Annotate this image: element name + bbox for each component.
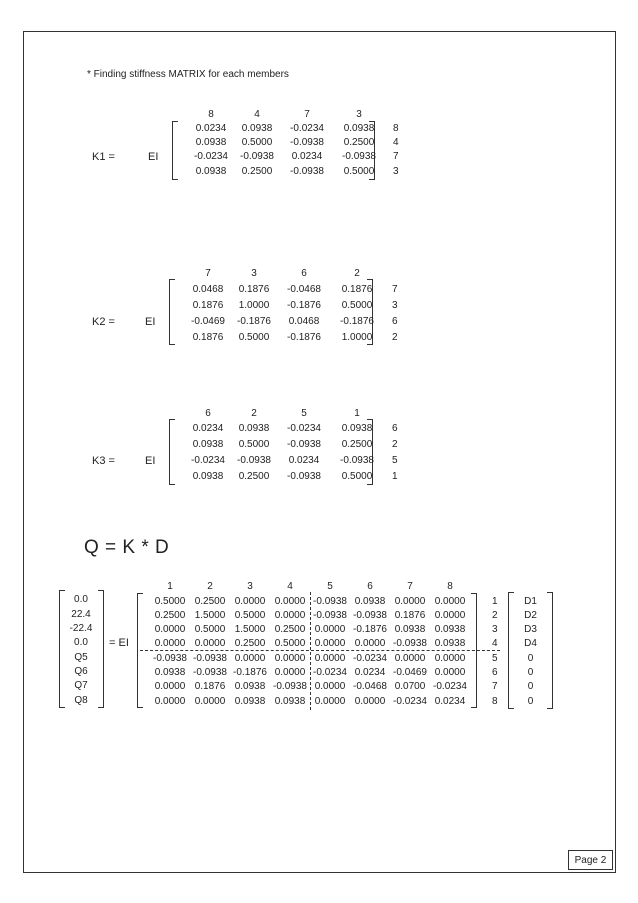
matrix-row bbox=[185, 332, 383, 343]
matrix-cell: 0.0234 bbox=[288, 455, 320, 466]
d-vector-cell: D3 bbox=[524, 624, 537, 635]
matrix-cell: 0.1876 bbox=[341, 284, 373, 295]
d-vector-cell: 0 bbox=[527, 667, 534, 678]
row-index: 7 bbox=[392, 284, 398, 295]
column-header: 7 bbox=[407, 581, 413, 592]
matrix-row bbox=[185, 316, 383, 327]
matrix-row bbox=[185, 439, 383, 450]
q-vector-cell: 22.4 bbox=[71, 609, 91, 620]
matrix-cell: 0.0938 bbox=[241, 123, 273, 134]
matrix-cell: 0.0000 bbox=[234, 653, 266, 664]
matrix-cell: 0.0234 bbox=[434, 696, 466, 707]
matrix-cell: 0.0938 bbox=[434, 624, 466, 635]
row-index: 8 bbox=[393, 123, 399, 134]
matrix-row bbox=[188, 137, 384, 148]
d-vector-cell: 0 bbox=[527, 653, 534, 664]
column-header: 5 bbox=[327, 581, 333, 592]
matrix-cell: 0.0000 bbox=[234, 596, 266, 607]
column-header: 6 bbox=[367, 581, 373, 592]
matrix-row bbox=[185, 300, 383, 311]
partition-line-horizontal bbox=[140, 650, 500, 651]
matrix-cell: -0.0234 bbox=[290, 123, 324, 134]
matrix-cell: 0.0938 bbox=[343, 123, 375, 134]
page-number: Page 2 bbox=[568, 850, 613, 870]
matrix-row bbox=[185, 455, 383, 466]
row-index: 6 bbox=[392, 316, 398, 327]
matrix-cell: 0.0000 bbox=[274, 610, 306, 621]
matrix-cell: 1.0000 bbox=[238, 300, 270, 311]
q-vector-cell: Q5 bbox=[74, 652, 88, 663]
matrix-cell: -0.1876 bbox=[287, 300, 321, 311]
column-headers bbox=[150, 581, 470, 592]
matrix-cell: 0.2500 bbox=[238, 471, 270, 482]
matrix-row bbox=[188, 123, 384, 134]
matrix-cell: 0.0000 bbox=[394, 596, 426, 607]
column-header: 3 bbox=[247, 581, 253, 592]
matrix-cell: -0.1876 bbox=[233, 667, 267, 678]
d-vector-cell: 0 bbox=[527, 681, 534, 692]
matrix-cell: 0.0000 bbox=[154, 696, 186, 707]
matrix-cell: -0.0938 bbox=[290, 166, 324, 177]
column-headers bbox=[188, 109, 384, 120]
matrix-cell: 0.0938 bbox=[195, 137, 227, 148]
matrix-name: K2 = bbox=[92, 316, 115, 328]
matrix-name: K1 = bbox=[92, 151, 115, 163]
matrix-cell: 0.5000 bbox=[343, 166, 375, 177]
matrix-cell: -0.0938 bbox=[393, 638, 427, 649]
left-bracket bbox=[172, 121, 178, 180]
row-index: 5 bbox=[392, 455, 398, 466]
row-index: 7 bbox=[492, 681, 498, 692]
matrix-cell: 0.0000 bbox=[274, 596, 306, 607]
matrix-cell: 0.0000 bbox=[354, 696, 386, 707]
matrix-cell: 0.0000 bbox=[434, 610, 466, 621]
matrix-cell: -0.0938 bbox=[342, 151, 376, 162]
matrix-cell: -0.0938 bbox=[353, 610, 387, 621]
row-index: 7 bbox=[393, 151, 399, 162]
matrix-cell: 0.5000 bbox=[341, 471, 373, 482]
matrix-cell: -0.0468 bbox=[353, 681, 387, 692]
matrix-cell: -0.0938 bbox=[313, 596, 347, 607]
d-vector-cell: 0 bbox=[527, 696, 534, 707]
matrix-cell: 0.0000 bbox=[314, 624, 346, 635]
matrix-cell: 0.0000 bbox=[314, 638, 346, 649]
matrix-cell: 0.5000 bbox=[238, 439, 270, 450]
matrix-cell: 0.0938 bbox=[154, 667, 186, 678]
matrix-cell: -0.0469 bbox=[191, 316, 225, 327]
row-index: 6 bbox=[392, 423, 398, 434]
matrix-cell: 0.0938 bbox=[192, 439, 224, 450]
column-header: 3 bbox=[251, 268, 257, 279]
row-index: 3 bbox=[392, 300, 398, 311]
matrix-name: K3 = bbox=[92, 455, 115, 467]
column-header: 5 bbox=[301, 408, 307, 419]
q-vector-cell: Q6 bbox=[74, 666, 88, 677]
matrix-cell: 0.0000 bbox=[194, 638, 226, 649]
matrix-cell: 0.1876 bbox=[238, 284, 270, 295]
left-bracket bbox=[169, 279, 175, 345]
row-index: 1 bbox=[492, 596, 498, 607]
matrix-cell: -0.1876 bbox=[353, 624, 387, 635]
matrix-cell: 0.0000 bbox=[274, 653, 306, 664]
matrix-cell: -0.0468 bbox=[287, 284, 321, 295]
matrix-cell: -0.0234 bbox=[393, 696, 427, 707]
column-header: 4 bbox=[287, 581, 293, 592]
column-header: 1 bbox=[354, 408, 360, 419]
matrix-cell: -0.0938 bbox=[193, 653, 227, 664]
matrix-cell: 0.5000 bbox=[238, 332, 270, 343]
matrix-cell: 0.5000 bbox=[274, 638, 306, 649]
column-header: 4 bbox=[254, 109, 260, 120]
matrix-cell: 1.5000 bbox=[194, 610, 226, 621]
column-header: 2 bbox=[251, 408, 257, 419]
matrix-cell: 0.0938 bbox=[354, 596, 386, 607]
column-header: 8 bbox=[208, 109, 214, 120]
matrix-row bbox=[185, 423, 383, 434]
matrix-cell: 1.5000 bbox=[234, 624, 266, 635]
matrix-cell: 0.2500 bbox=[343, 137, 375, 148]
matrix-cell: -0.0234 bbox=[313, 667, 347, 678]
column-header: 7 bbox=[205, 268, 211, 279]
matrix-cell: 0.0000 bbox=[154, 681, 186, 692]
ei-factor: EI bbox=[145, 316, 156, 328]
matrix-cell: -0.0938 bbox=[193, 667, 227, 678]
row-index: 6 bbox=[492, 667, 498, 678]
matrix-cell: 0.0700 bbox=[394, 681, 426, 692]
matrix-cell: 0.0000 bbox=[394, 653, 426, 664]
matrix-cell: 0.1876 bbox=[192, 300, 224, 311]
matrix-cell: -0.0938 bbox=[273, 681, 307, 692]
matrix-row bbox=[185, 471, 383, 482]
matrix-cell: 1.0000 bbox=[341, 332, 373, 343]
matrix-cell: 0.5000 bbox=[234, 610, 266, 621]
matrix-cell: 0.0938 bbox=[434, 638, 466, 649]
column-header: 6 bbox=[205, 408, 211, 419]
row-index: 2 bbox=[392, 332, 398, 343]
row-index: 4 bbox=[393, 137, 399, 148]
matrix-cell: -0.0234 bbox=[433, 681, 467, 692]
matrix-cell: -0.0234 bbox=[194, 151, 228, 162]
matrix-cell: 0.5000 bbox=[241, 137, 273, 148]
ei-factor: EI bbox=[148, 151, 159, 163]
matrix-cell: 0.0000 bbox=[434, 596, 466, 607]
matrix-cell: 0.0000 bbox=[314, 653, 346, 664]
row-index: 4 bbox=[492, 638, 498, 649]
matrix-cell: 0.1876 bbox=[192, 332, 224, 343]
matrix-cell: 0.0000 bbox=[314, 681, 346, 692]
q-vector-cell: 0.0 bbox=[74, 594, 88, 605]
row-index: 3 bbox=[492, 624, 498, 635]
matrix-cell: 0.0468 bbox=[192, 284, 224, 295]
row-index: 3 bbox=[393, 166, 399, 177]
matrix-cell: -0.0234 bbox=[191, 455, 225, 466]
matrix-cell: 0.0938 bbox=[341, 423, 373, 434]
matrix-cell: 0.2500 bbox=[154, 610, 186, 621]
matrix-cell: -0.0469 bbox=[393, 667, 427, 678]
column-headers bbox=[185, 268, 383, 279]
matrix-cell: 0.2500 bbox=[241, 166, 273, 177]
matrix-cell: -0.0234 bbox=[287, 423, 321, 434]
d-vector-cell: D2 bbox=[524, 610, 537, 621]
matrix-cell: 0.0000 bbox=[274, 667, 306, 678]
matrix-cell: -0.0938 bbox=[313, 610, 347, 621]
matrix-cell: 0.5000 bbox=[154, 596, 186, 607]
q-vector-cell: Q7 bbox=[74, 680, 88, 691]
matrix-row bbox=[188, 151, 384, 162]
matrix-cell: 0.0938 bbox=[234, 696, 266, 707]
d-vector-cell: D1 bbox=[524, 596, 537, 607]
column-headers bbox=[185, 408, 383, 419]
matrix-cell: 0.0938 bbox=[195, 166, 227, 177]
matrix-cell: 0.1876 bbox=[194, 681, 226, 692]
row-index: 2 bbox=[492, 610, 498, 621]
equation-title: Q = K * D bbox=[84, 537, 170, 558]
matrix-cell: 0.0000 bbox=[314, 696, 346, 707]
row-index: 5 bbox=[492, 653, 498, 664]
matrix-cell: 0.0234 bbox=[195, 123, 227, 134]
matrix-cell: 0.0468 bbox=[288, 316, 320, 327]
row-index: 8 bbox=[492, 696, 498, 707]
matrix-cell: 0.2500 bbox=[194, 596, 226, 607]
matrix-cell: 0.0938 bbox=[234, 681, 266, 692]
matrix-cell: -0.0938 bbox=[340, 455, 374, 466]
matrix-cell: 0.0000 bbox=[154, 624, 186, 635]
q-vector-cell: 0.0 bbox=[74, 637, 88, 648]
column-header: 2 bbox=[354, 268, 360, 279]
matrix-cell: 0.2500 bbox=[274, 624, 306, 635]
column-header: 1 bbox=[167, 581, 173, 592]
d-vector-cell: D4 bbox=[524, 638, 537, 649]
matrix-cell: 0.0234 bbox=[354, 667, 386, 678]
matrix-cell: -0.0234 bbox=[353, 653, 387, 664]
matrix-cell: -0.0938 bbox=[287, 439, 321, 450]
matrix-row bbox=[185, 284, 383, 295]
matrix-cell: -0.0938 bbox=[153, 653, 187, 664]
matrix-cell: 0.0938 bbox=[238, 423, 270, 434]
matrix-cell: 0.0938 bbox=[192, 471, 224, 482]
row-index: 2 bbox=[392, 439, 398, 450]
matrix-cell: 0.5000 bbox=[194, 624, 226, 635]
matrix-cell: 0.0938 bbox=[394, 624, 426, 635]
matrix-cell: 0.5000 bbox=[341, 300, 373, 311]
column-header: 6 bbox=[301, 268, 307, 279]
column-header: 7 bbox=[304, 109, 310, 120]
row-index: 1 bbox=[392, 471, 398, 482]
ei-factor: EI bbox=[145, 455, 156, 467]
matrix-cell: 0.2500 bbox=[341, 439, 373, 450]
matrix-cell: -0.0938 bbox=[237, 455, 271, 466]
q-vector-cell: -22.4 bbox=[69, 623, 93, 634]
matrix-cell: 0.0000 bbox=[354, 638, 386, 649]
equals-ei: = EI bbox=[109, 637, 129, 649]
left-bracket bbox=[169, 419, 175, 485]
matrix-cell: 0.0000 bbox=[194, 696, 226, 707]
partition-line-vertical bbox=[310, 592, 311, 710]
matrix-cell: 0.0234 bbox=[192, 423, 224, 434]
matrix-cell: -0.1876 bbox=[340, 316, 374, 327]
matrix-cell: 0.0000 bbox=[434, 667, 466, 678]
matrix-cell: 0.0000 bbox=[154, 638, 186, 649]
matrix-row bbox=[188, 166, 384, 177]
matrix-cell: -0.0938 bbox=[290, 137, 324, 148]
matrix-cell: -0.1876 bbox=[287, 332, 321, 343]
column-header: 2 bbox=[207, 581, 213, 592]
column-header: 3 bbox=[356, 109, 362, 120]
q-right-bracket bbox=[98, 590, 104, 708]
matrix-cell: 0.0234 bbox=[291, 151, 323, 162]
matrix-cell: 0.1876 bbox=[394, 610, 426, 621]
matrix-cell: 0.0000 bbox=[434, 653, 466, 664]
matrix-cell: -0.0938 bbox=[240, 151, 274, 162]
matrix-cell: 0.2500 bbox=[234, 638, 266, 649]
section-heading: * Finding stiffness MATRIX for each members bbox=[87, 69, 289, 80]
matrix-cell: 0.0938 bbox=[274, 696, 306, 707]
d-right-bracket bbox=[547, 592, 553, 709]
matrix-cell: -0.0938 bbox=[287, 471, 321, 482]
q-vector-cell: Q8 bbox=[74, 695, 88, 706]
column-header: 8 bbox=[447, 581, 453, 592]
matrix-cell: -0.1876 bbox=[237, 316, 271, 327]
